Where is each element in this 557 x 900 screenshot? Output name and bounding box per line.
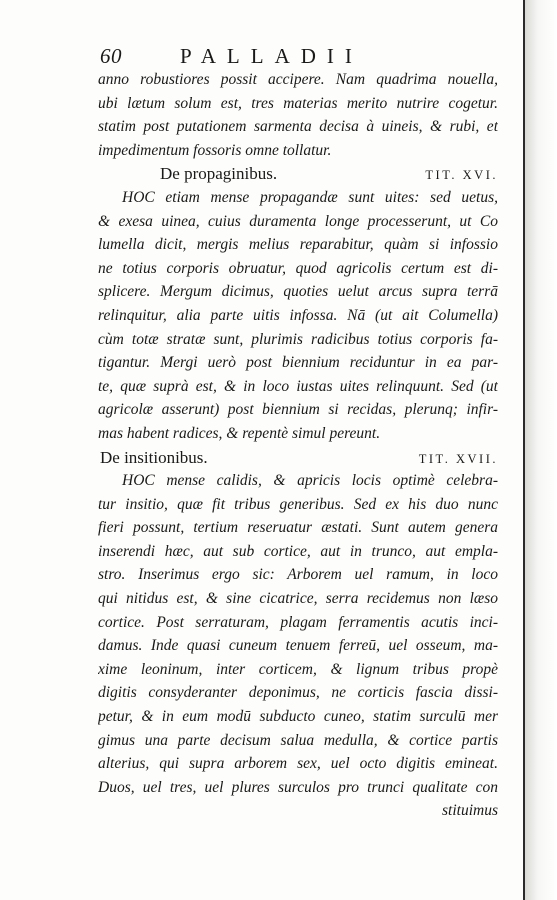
text-line: HOC mense calidis, & apricis locis optimè celebra- — [122, 472, 498, 490]
text-line: stro. Inserimus ergo sic: Arborem uel ramum, in loco — [98, 566, 498, 584]
text-line: cortice. Post serraturam, plagam ferramentis acutis inci- — [98, 613, 498, 631]
text-line: damus. Inde quasi cuneum tenuem ferreū, uel osseum, ma- — [98, 637, 498, 655]
text-block — [98, 68, 498, 823]
text-line: gimus una parte decisum salua medulla, & cortice partis — [98, 731, 498, 749]
text-line: ubi lætum solum est, tres materias merito nutrire cogetur. — [98, 94, 498, 112]
page-number: 60 — [100, 44, 122, 68]
section-heading-propaginibus — [98, 162, 498, 186]
text-line: & exesa uinea, cuius duramenta longe processerunt, ut Co — [98, 212, 498, 230]
text-line: petur, & in eum modū subducto cuneo, statim surculū mer — [98, 708, 498, 726]
text-line: agricolæ asserunt) post biennium si recidas, plerunq; infir- — [98, 401, 498, 419]
text-line: ne totius corporis obruatur, quod agricolis certum est di- — [98, 259, 498, 277]
section-title: De insitionibus. — [100, 447, 208, 467]
page-header — [100, 44, 500, 68]
text-line: tur insitio, quæ fit tribus generibus. Sed ex his duo nunc — [98, 495, 498, 513]
text-line: qui nitidus est, & sine cicatrice, serra recidemus non læso — [98, 590, 498, 608]
text-line: inserendi hæc, aut sub cortice, aut in trunco, aut empla- — [98, 542, 498, 560]
text-line: cùm totæ stratæ sunt, plurimis radicibus totius corporis fa- — [98, 330, 498, 348]
text-line: digitis consyderanter deponimus, ne corticis fascia dissi- — [98, 684, 498, 702]
text-line: xime leoninum, inter corticem, & lignum tribus propè — [98, 660, 498, 678]
section-number: TIT. XVI. — [425, 168, 498, 183]
text-line: mas habent radices, & repentè simul pereunt. — [98, 424, 381, 442]
section-number: TIT. XVII. — [418, 451, 498, 466]
page-edge — [523, 0, 525, 900]
text-line: Duos, uel tres, uel plures surculos pro trunci qualitate con — [98, 778, 498, 796]
text-line: anno robustiores possit accipere. Nam quadrima nouella, — [98, 71, 498, 88]
text-line: relinquitur, alia parte uitis infossa. Nā (ut ait Columella) — [98, 306, 498, 324]
text-line: splicere. Mergum dicimus, quoties uelut arcus supra terrā — [98, 283, 498, 301]
section-title: De propaginibus. — [160, 164, 278, 184]
catchword: stituimus — [442, 802, 498, 820]
text-line: te, quæ suprà est, & in loco iustas uites relinquunt. Sed (ut — [98, 377, 498, 395]
text-line: lumella dicit, mergis melius reparabitur, quàm si infossio — [98, 236, 498, 254]
text-line: fieri possunt, tertium reseruatur æstati. Sunt autem genera — [98, 519, 498, 537]
text-line: tigantur. Mergi uerò post biennium reciduntur in ea par- — [98, 354, 498, 372]
gutter-shadow — [525, 0, 557, 900]
text-line: statim post putationem sarmenta decisa à uineis, & rubi, et — [98, 118, 498, 136]
text-line: impedimentum fossoris omne tollatur. — [98, 141, 332, 159]
text-line: alterius, qui supra arborem sex, uel octo digitis emineat. — [98, 755, 498, 773]
section-heading-insitionibus — [98, 446, 498, 470]
text-line: HOC etiam mense propagandæ sunt uites: sed uetus, — [122, 188, 498, 206]
running-head: PALLADII — [180, 44, 363, 68]
